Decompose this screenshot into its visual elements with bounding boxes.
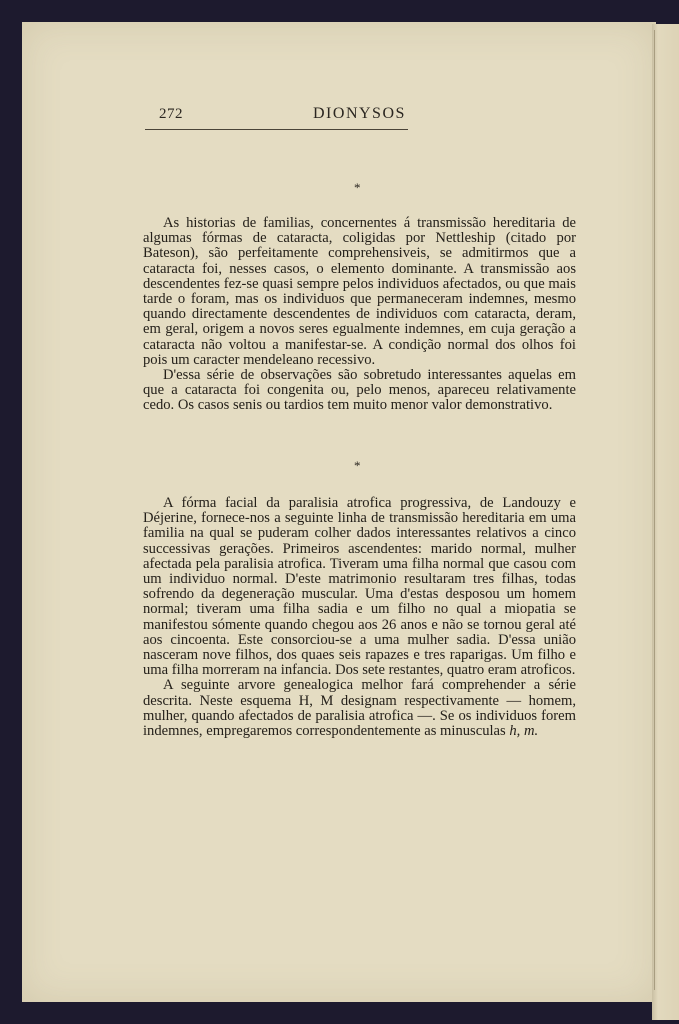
minuscule-symbols: h, m. — [509, 723, 539, 740]
paragraph-cataract-observations: D'essa série de observações são sobretudo interessantes aquelas em que a cataracta foi congenita ou, pelo menos, apareceu relativamente cedo. Os casos senis ou tardios tem muito menor valor demonstrativo. — [143, 367, 576, 414]
section-separator-2: * — [354, 458, 361, 473]
section-2-text — [143, 496, 576, 739]
paragraph-genealogy-scheme — [143, 678, 576, 739]
paragraph-cataract-history: As historias de familias, concernentes á transmissão hereditaria de algumas fórmas de cataracta, coligidas por Nettleship (citado por Bateson), são perfeitamente comprehensiveis, se admitirmos que a cataracta foi, nesses casos, o elemento dominante. A transmissão aos descendentes fez-se quasi sempre pelos individuos afectados, ou que mais tarde o foram, mas os individuos que permaneceram indemnes, mesmo quando directamente descendentes de individuos com cataracta, deram, em geral, origem a novos seres egualmente indemnes, em cuja geração a cataracta não voltou a manifestar-se. A condição normal dos olhos foi pois um caracter mendeleano recessivo. — [143, 215, 576, 368]
genealogy-text: A seguinte arvore genealogica melhor fará comprehender a série descrita. Neste esquema H, M designam respectivamente — homem, mulher, quando afectados de paralisia atrofica —. Se os individuos forem indemnes, empregaremos correspondentemente as minusculas — [143, 677, 576, 740]
page-number: 272 — [159, 106, 183, 122]
page-fold-line — [654, 30, 655, 990]
section-1-text — [143, 216, 576, 414]
section-separator-1: * — [354, 180, 361, 195]
next-page-edge — [652, 24, 679, 1020]
paragraph-atrophic-paralysis: A fórma facial da paralisia atrofica progressiva, de Landouzy e Déjerine, fornece-nos a seguinte linha de transmissão hereditaria em uma familia na qual se puderam colher dados interessantes relativos a cinco successivas gerações. Primeiros ascendentes: marido normal, mulher afectada pela paralisia atrofica. Tiveram uma filha normal que casou com um individuo normal. D'este matrimonio resultaram tres filhas, todas sofrendo da degeneração muscular. Uma d'estas desposou um homem normal; tiveram uma filha sadia e um filho no qual a miopatia se manifestou sómente quando chegou aos 26 anos e não se tornou geral até aos cincoenta. Este consorciou-se a uma mulher sadia. D'essa união nasceram nove filhos, dos quaes seis rapazes e tres raparigas. Um filho e uma filha morreram na infancia. Dos sete restantes, quatro eram atroficos. — [143, 495, 576, 679]
running-title: DIONYSOS — [313, 105, 406, 122]
page-header — [145, 104, 408, 130]
